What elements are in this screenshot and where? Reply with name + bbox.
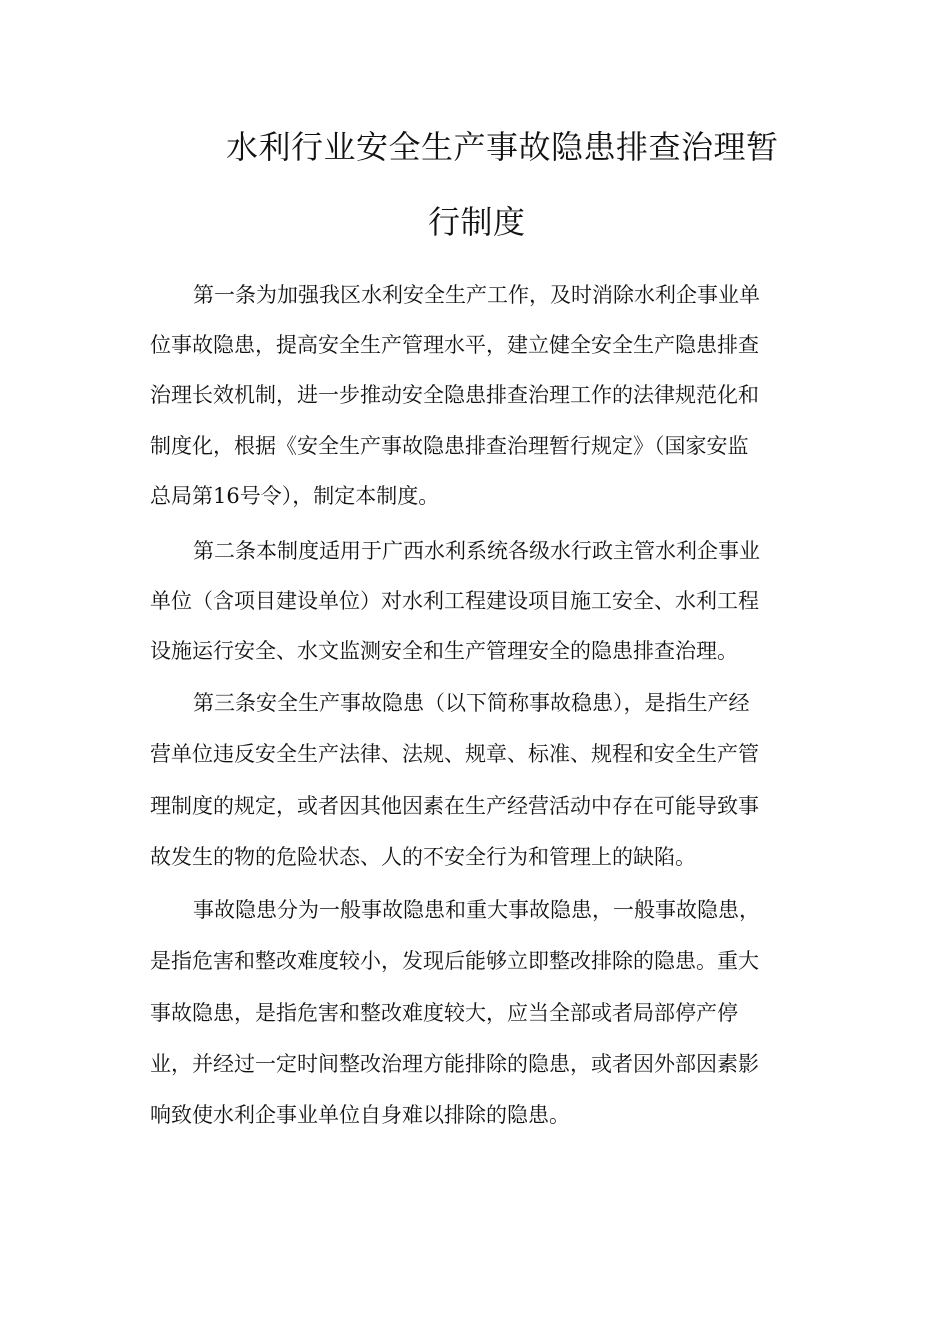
paragraph-4-line-3: 事故隐患，是指危害和整改难度较大，应当全部或者局部停产停 [150,1001,738,1025]
article-2-line-1: 第二条本制度适用于广西水利系统各级水行政主管水利企事业 [193,539,760,563]
article-3-line-3: 理制度的规定，或者因其他因素在生产经营活动中存在可能导致事 [150,794,759,818]
article-3-line-1: 第三条安全生产事故隐患（以下简称事故稳患），是指生产经 [193,691,750,715]
article-1-line-5: 总局第16号令），制定本制度。 [150,484,440,508]
article-2-line-3: 设施运行安全、水文监测安全和生产管理安全的隐患排查治理。 [150,639,738,663]
article-3-line-2: 营单位违反安全生产法律、法规、规章、标准、规程和安全生产管 [150,742,759,766]
article-1-line-2: 位事故隐患，提高安全生产管理水平，建立健全安全生产隐患排查 [150,333,759,357]
document-title-line-1: 水利行业安全生产事故隐患排查治理暂 [226,128,779,166]
article-3-line-4: 故发生的物的危险状态、人的不安全行为和管理上的缺陷。 [150,845,696,869]
paragraph-4-line-4: 业，并经过一定时间整改治理方能排除的隐患，或者因外部因素影 [150,1052,759,1076]
paragraph-4-line-5: 响致使水利企事业单位自身难以排除的隐患。 [150,1103,570,1127]
article-2-line-2: 单位（含项目建设单位）对水利工程建设项目施工安全、水利工程 [150,589,759,613]
document-title-line-2: 行制度 [428,203,526,241]
article-1-line-4: 制度化，根据《安全生产事故隐患排查治理暂行规定》（国家安监 [150,434,749,458]
paragraph-4-line-2: 是指危害和整改难度较小，发现后能够立即整改排除的隐患。重大 [150,949,759,973]
paragraph-4-line-1: 事故隐患分为一般事故隐患和重大事故隐患，一般事故隐患， [193,898,760,922]
article-1-line-3: 治理长效机制，进一步推动安全隐患排查治理工作的法律规范化和 [150,383,759,407]
article-1-line-1: 第一条为加强我区水利安全生产工作，及时消除水利企事业单 [193,283,760,307]
